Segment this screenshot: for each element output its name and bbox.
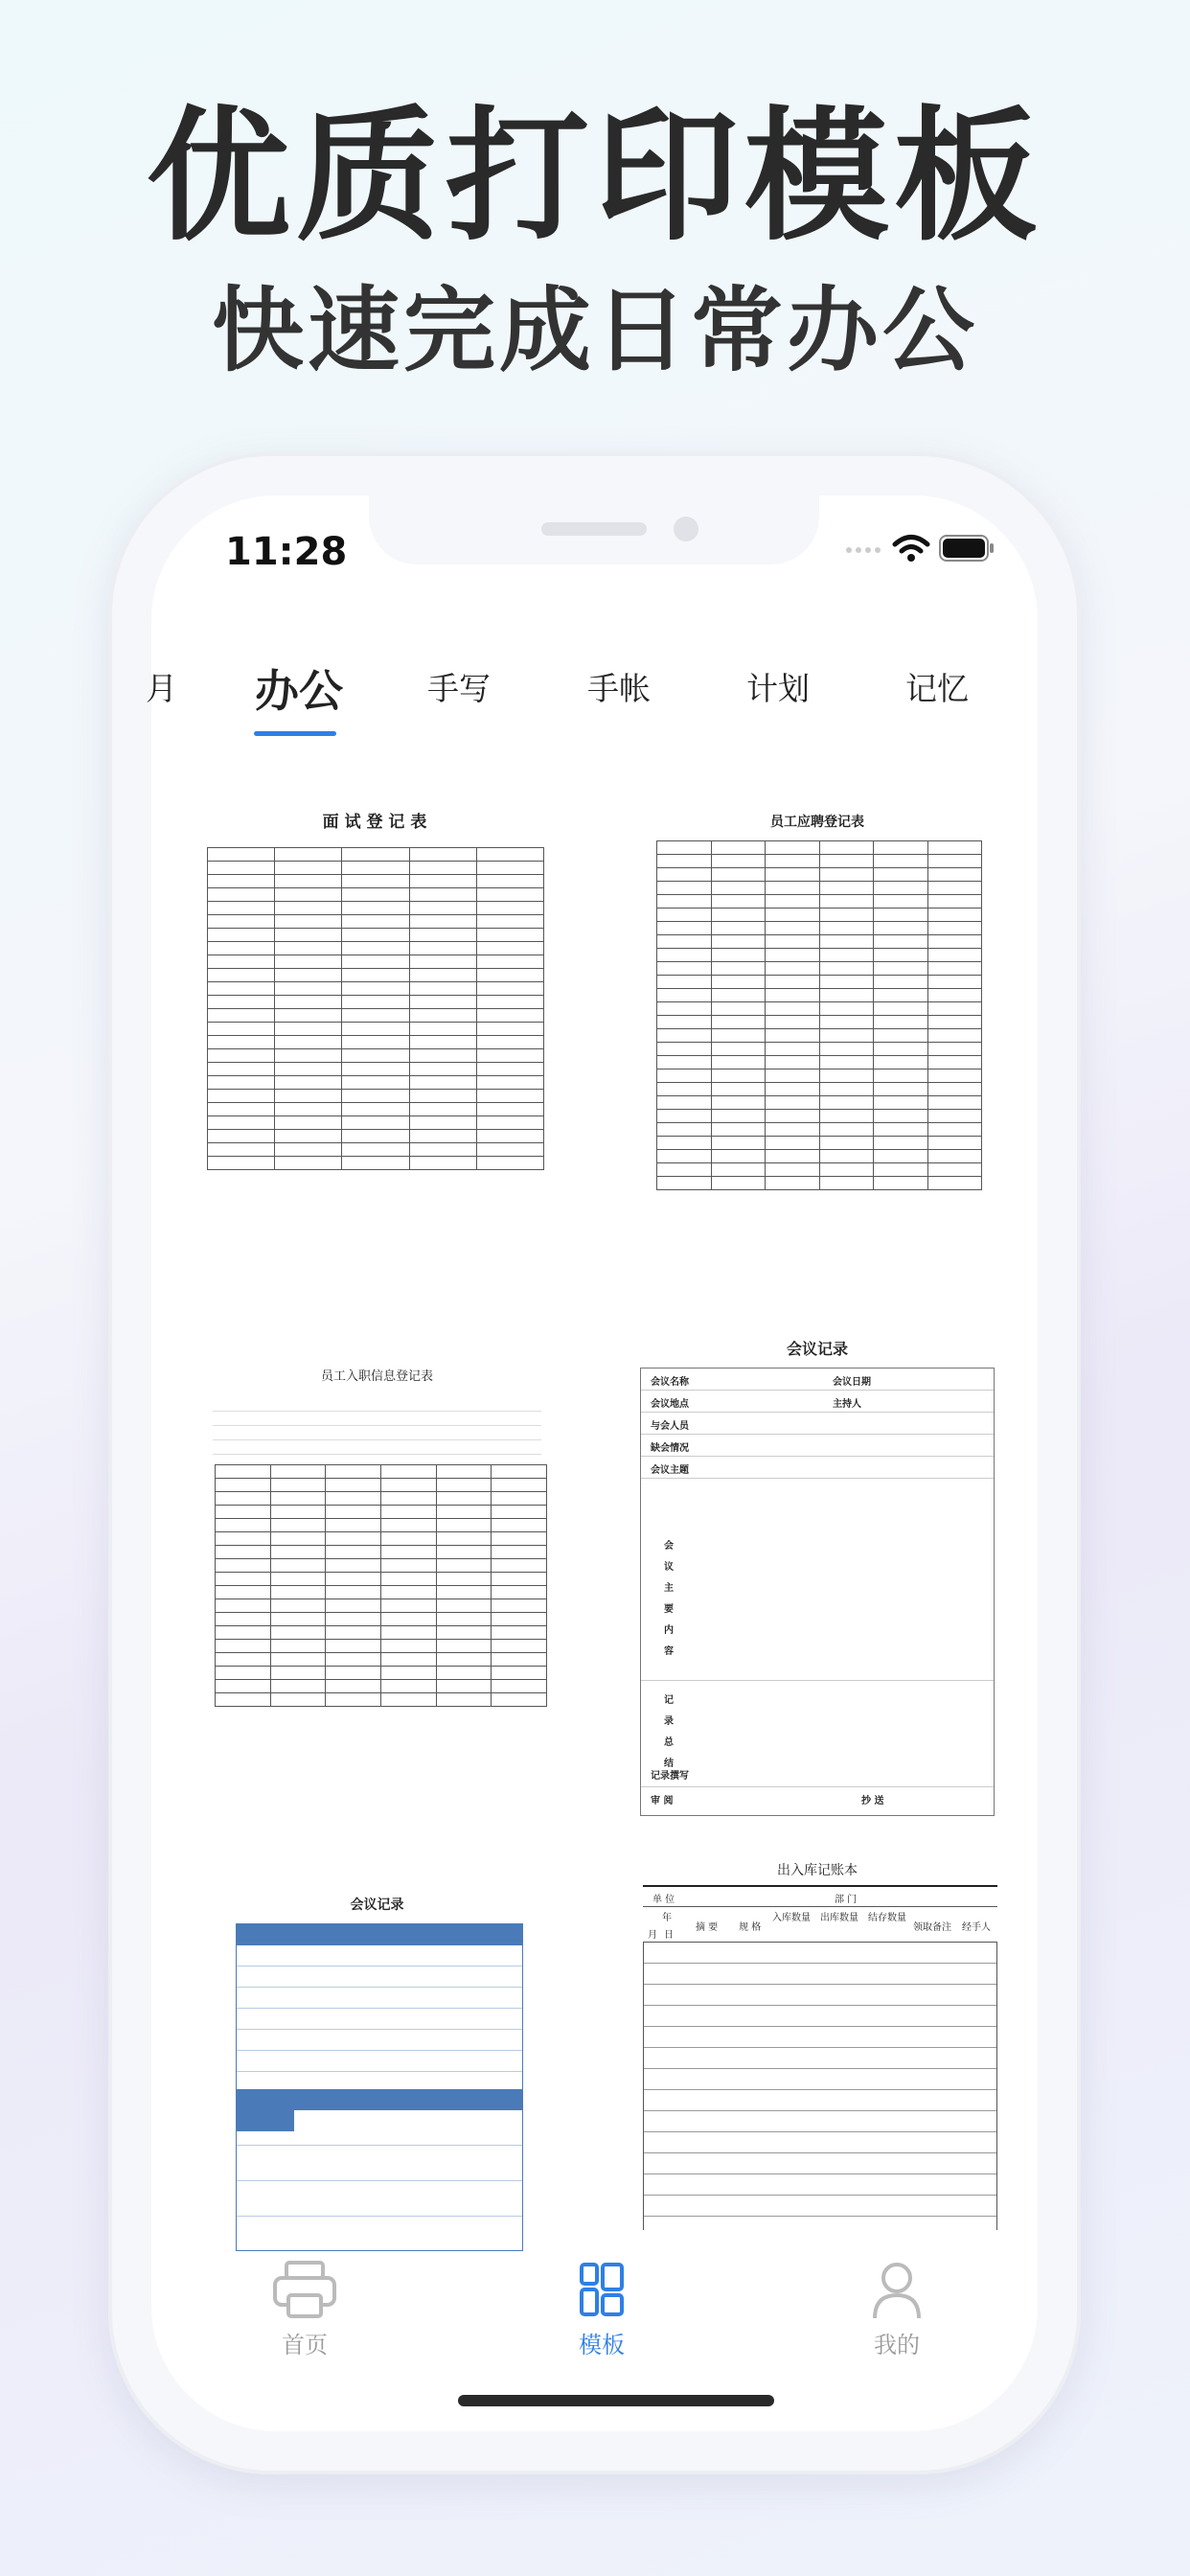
template-title: 员工入职信息登记表 [320, 1369, 433, 1384]
form-label: 规 格 [739, 1922, 762, 1933]
ledger-header [643, 1885, 997, 2230]
app-screen [146, 495, 1038, 2431]
form-label: 摘 要 [696, 1922, 719, 1933]
template-title: 会议记录 [350, 1898, 404, 1913]
template-preview-lines [213, 1397, 541, 1455]
nav-label: 模板 [579, 2332, 625, 2358]
form-label: 会议地点 [651, 1399, 689, 1410]
form-label: 领取备注 [913, 1922, 951, 1933]
printer-icon [271, 2259, 338, 2320]
form-label: 缺会情况 [651, 1443, 689, 1454]
nav-label: 我的 [874, 2332, 920, 2358]
tab-handwriting[interactable]: 手写 [427, 670, 491, 707]
headline-title: 优质打印模板 [146, 94, 1043, 261]
template-icon [568, 2259, 635, 2320]
template-card-meeting-blue[interactable] [197, 1856, 557, 2249]
form-label: 年 [662, 1913, 672, 1923]
template-title: 员工应聘登记表 [770, 815, 864, 830]
form-label: 部 门 [835, 1895, 858, 1905]
tab-month[interactable]: 月 [146, 670, 177, 707]
tab-journal[interactable]: 手帐 [587, 670, 651, 707]
tab-office[interactable]: 办公 [255, 665, 343, 717]
form-label: 记录撰写 [651, 1771, 689, 1782]
form-label: 抄 送 [861, 1796, 884, 1806]
tab-plan[interactable]: 计划 [746, 670, 810, 707]
template-card-meeting-minutes[interactable] [640, 1320, 995, 1818]
form-label: 入库数量 [772, 1913, 811, 1923]
form-label: 与会人员 [651, 1421, 689, 1432]
form-label: 日 [664, 1930, 674, 1941]
meeting-form [640, 1368, 995, 1816]
status-time: 11:28 [225, 530, 348, 574]
form-label: 主持人 [833, 1399, 861, 1410]
template-card-inventory-ledger[interactable] [635, 1847, 999, 2249]
category-tabs [146, 664, 1038, 750]
nav-profile[interactable] [830, 2259, 964, 2359]
template-card-interview[interactable] [197, 793, 552, 1291]
form-label: 单 位 [652, 1895, 675, 1905]
wifi-icon [893, 534, 929, 563]
bottom-nav [151, 2259, 1038, 2393]
form-label: 会议主要内容 [664, 1541, 674, 1657]
status-icons [845, 534, 995, 563]
tab-memory[interactable]: 记忆 [905, 670, 969, 707]
form-label: 会议日期 [833, 1377, 871, 1388]
form-label: 会议主题 [651, 1465, 689, 1476]
nav-home[interactable] [238, 2259, 372, 2359]
ledger-rows [643, 1943, 997, 2230]
phone-frame [108, 452, 1081, 2474]
template-title: 会议记录 [786, 1340, 848, 1358]
template-preview-table [656, 840, 982, 1190]
nav-templates[interactable] [535, 2259, 669, 2359]
form-label: 审 阅 [651, 1796, 674, 1806]
nav-label: 首页 [282, 2332, 328, 2358]
template-title: 出入库记账本 [777, 1863, 858, 1878]
notch [369, 495, 819, 564]
battery-icon [939, 535, 995, 562]
template-card-application[interactable] [645, 783, 990, 1291]
template-preview-table [215, 1464, 547, 1707]
meeting-form-blue [236, 1923, 523, 2251]
active-tab-indicator [254, 731, 336, 736]
form-label: 会议名称 [651, 1377, 689, 1388]
template-preview-table [207, 847, 544, 1170]
signal-icon [845, 541, 883, 555]
form-label: 月 [648, 1930, 657, 1941]
form-label: 记录总结 [664, 1695, 674, 1769]
form-label: 出库数量 [820, 1913, 858, 1923]
profile-icon [863, 2259, 930, 2320]
template-title: 面 试 登 记 表 [322, 813, 427, 832]
form-label: 经手人 [962, 1922, 991, 1933]
headline-subtitle: 快速完成日常办公 [212, 277, 978, 384]
home-indicator [458, 2395, 774, 2406]
form-label: 结存数量 [868, 1913, 906, 1923]
template-card-onboarding[interactable] [197, 1339, 557, 1818]
